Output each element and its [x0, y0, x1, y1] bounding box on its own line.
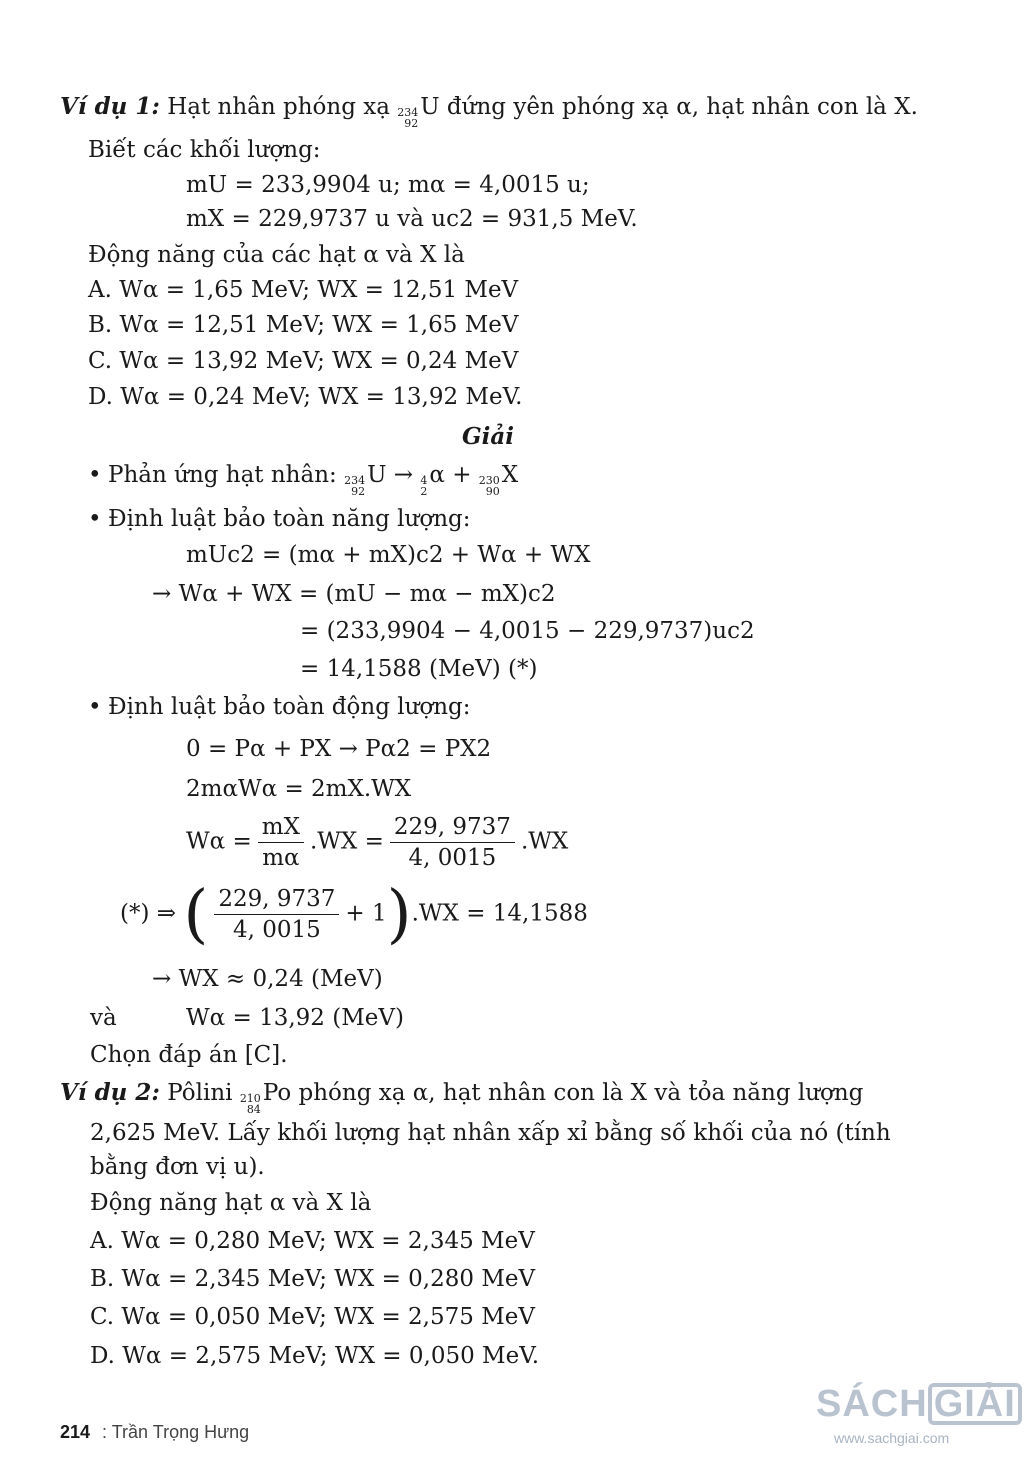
nuclide-u234: 234 92 [397, 106, 419, 130]
momentum-fraction-eq: Wα = $\frac{mX}{m\alpha}$ .WX = $\frac{229, 9737}{4, 0015}$ .WX [186, 814, 569, 871]
ex2-text-start: Pôlini [167, 1080, 240, 1106]
nuclide-po210: 210 84 [239, 1092, 261, 1116]
watermark-brand-b: GIẢI [928, 1383, 1022, 1425]
ex2-question: Động năng hạt α và X là [90, 1190, 372, 1216]
energy-eq-2: → Wα + WX = (mU − mα − mX)c2 [152, 581, 556, 607]
energy-eq-3: = (233,9904 − 4,0015 − 229,9737)uc2 [300, 618, 755, 644]
ex1-option-a: A. Wα = 1,65 MeV; WX = 12,51 MeV [88, 277, 519, 303]
fraction-star: $\frac{229, 9737}{4, 0015}$ [214, 884, 339, 945]
bullet-icon: • [88, 462, 102, 488]
ex1-label: Ví dụ 1: [60, 93, 160, 120]
bullet3-text: Định luật bảo toàn động lượng: [108, 694, 471, 720]
symbol-u: U [420, 94, 440, 120]
ex1-option-c: C. Wα = 13,92 MeV; WX = 0,24 MeV [88, 348, 519, 374]
ex2-option-a: A. Wα = 0,280 MeV; WX = 2,345 MeV [90, 1228, 535, 1254]
ex2-statement [60, 1078, 863, 1115]
paren-close-icon: ) [386, 877, 412, 952]
bullet1-text: Phản ứng hạt nhân: [108, 462, 337, 488]
nuclide-alpha: 4 2 [420, 474, 428, 498]
bullet3-line [88, 692, 471, 722]
ex1-intro: Hạt nhân phóng xạ [167, 94, 398, 120]
star-implies: (*) ⇒ [120, 900, 177, 927]
ex1-mass-line-2: mX = 229,9737 u và uc2 = 931,5 MeV. [186, 206, 638, 232]
bullet-icon: • [88, 694, 102, 720]
bullet-icon: • [88, 506, 102, 532]
fraction-mass-ratio: $\frac{mX}{m\alpha}$ [258, 812, 304, 873]
ex2-option-c: C. Wα = 0,050 MeV; WX = 2,575 MeV [90, 1304, 535, 1330]
star-tail: = 14,1588 [466, 900, 588, 927]
ex2-option-d: D. Wα = 2,575 MeV; WX = 0,050 MeV. [90, 1343, 540, 1369]
bullet2-text: Định luật bảo toàn năng lượng: [108, 506, 471, 532]
ex1-option-d: D. Wα = 0,24 MeV; WX = 13,92 MeV. [88, 384, 523, 410]
momentum-eq-1: 0 = Pα + PX → Pα2 = PX2 [186, 736, 492, 762]
solution-heading: Giải [462, 423, 515, 450]
watermark-url: www.sachgiai.com [834, 1430, 950, 1446]
nuclide-x230: 230 90 [478, 474, 500, 498]
bullet2-line [88, 504, 471, 534]
ex1-question: Động năng của các hạt α và X là [88, 242, 465, 268]
answer-line: Chọn đáp án [C]. [90, 1042, 288, 1068]
author-name: : Trần Trọng Hưng [102, 1422, 250, 1442]
paren-open-icon: ( [183, 877, 209, 952]
energy-eq-4: = 14,1588 (MeV) (*) [300, 656, 538, 682]
energy-eq-1: mUc2 = (mα + mX)c2 + Wα + WX [186, 542, 591, 568]
watermark-brand-a: SÁCH [816, 1383, 928, 1425]
fraction-mass-values: $\frac{229, 9737}{4, 0015}$ [390, 812, 515, 873]
page-number: 214 [60, 1422, 91, 1442]
ex2-option-b: B. Wα = 2,345 MeV; WX = 0,280 MeV [90, 1266, 536, 1292]
reaction-line: • Phản ứng hạt nhân: 234 92 U → 4 2 α + 230 90 X [88, 462, 519, 498]
nuclide-u234-reaction: 234 92 [344, 474, 366, 498]
page-footer [60, 1422, 249, 1443]
result-wx: → WX ≈ 0,24 (MeV) [152, 966, 383, 992]
ex1-given: Biết các khối lượng: [88, 137, 321, 163]
momentum-eq-2: 2mαWα = 2mX.WX [186, 776, 412, 802]
ex1-intro-end: đứng yên phóng xạ α, hạt nhân con là X. [439, 94, 918, 120]
ex2-label: Ví dụ 2: [60, 1079, 160, 1106]
ex2-text-line-3: bằng đơn vị u). [90, 1154, 265, 1180]
ex2-text-end: phóng xạ α, hạt nhân con là X và tỏa năng lượng [291, 1080, 864, 1106]
ex1-mass-line-1: mU = 233,9904 u; mα = 4,0015 u; [186, 172, 590, 198]
star-equation: (*) ⇒ ( $\frac{229, 9737}{4, 0015}$ + 1).WX = 14,1588 [120, 877, 588, 952]
result-walpha: Wα = 13,92 (MeV) [186, 1005, 404, 1031]
symbol-po: Po [262, 1080, 292, 1106]
ex1-statement [60, 92, 918, 129]
watermark-logo [816, 1383, 1022, 1426]
ex2-text-line-2: 2,625 MeV. Lấy khối lượng hạt nhân xấp xỉ bằng số khối của nó (tính [90, 1120, 891, 1146]
result-va: và [90, 1005, 117, 1031]
ex1-option-b: B. Wα = 12,51 MeV; WX = 1,65 MeV [88, 312, 519, 338]
